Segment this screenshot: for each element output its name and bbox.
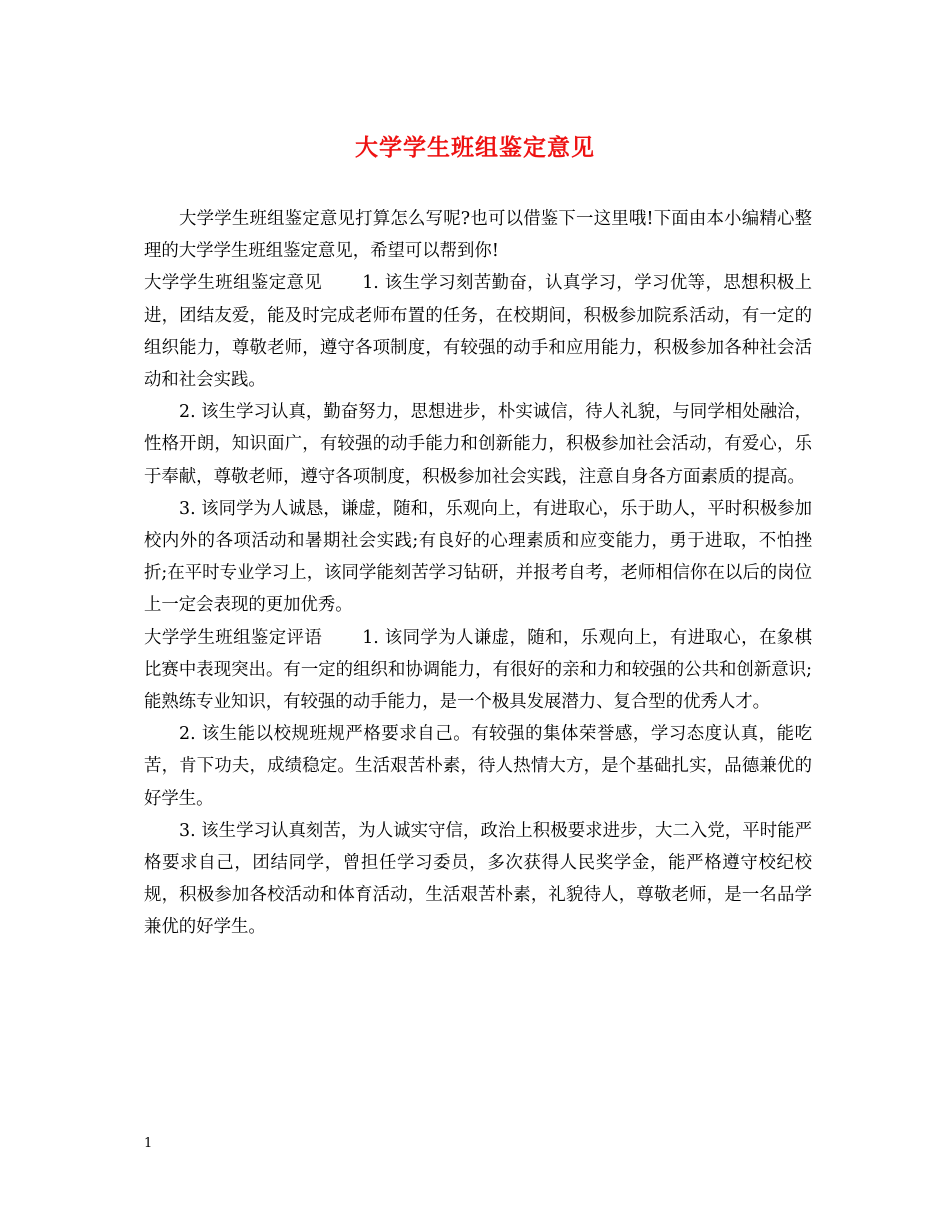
section1-heading: 大学学生班组鉴定意见 xyxy=(144,273,323,294)
section2-heading: 大学学生班组鉴定评语 xyxy=(144,627,323,648)
section1-item-1: 1. 该生学习刻苦勤奋，认真学习，学习优等，思想积极上进，团结友爱，能及时完成老师布置的任务，在校期间，积极参加院系活动，有一定的组织能力，尊敬老师，遵守各项制度，有较强的动手和应用能力，积极参加各种社会活动和社会实践。 xyxy=(144,273,812,391)
document-title: 大学学生班组鉴定意见 xyxy=(355,134,595,161)
section1-item-3: 3. 该同学为人诚恳，谦虚，随和，乐观向上，有进取心，乐于助人，平时积极参加校内外的各项活动和暑期社会实践;有良好的心理素质和应变能力，勇于进取，不怕挫折;在平时专业学习上，该同学能刻苦学习钻研，并报考自考，老师相信你在以后的岗位上一定会表现的更加优秀。 xyxy=(144,498,812,616)
section2-first-paragraph xyxy=(144,622,812,719)
section1-item-2: 2. 该生学习认真，勤奋努力，思想进步，朴实诚信，待人礼貌，与同学相处融洽，性格开朗，知识面广，有较强的动手能力和创新能力，积极参加社会活动，有爱心，乐于奉献，尊敬老师，遵守各项制度，积极参加社会实践，注意自身各方面素质的提高。 xyxy=(144,402,812,487)
document-body xyxy=(144,203,812,944)
section2-item-2: 2. 该生能以校规班规严格要求自己。有较强的集体荣誉感，学习态度认真，能吃苦，肯下功夫，成绩稳定。生活艰苦朴素，待人热情大方，是个基础扎实，品德兼优的好学生。 xyxy=(144,724,812,809)
page-number: 1 xyxy=(144,1136,153,1151)
section2-item-3: 3. 该生学习认真刻苦，为人诚实守信，政治上积极要求进步，大二入党，平时能严格要求自己，团结同学，曾担任学习委员，多次获得人民奖学金，能严格遵守校纪校规，积极参加各校活动和体育活动，生活艰苦朴素，礼貌待人，尊敬老师，是一名品学兼优的好学生。 xyxy=(144,820,812,938)
section2-item-1: 1. 该同学为人谦虚，随和，乐观向上，有进取心，在象棋比赛中表现突出。有一定的组织和协调能力，有很好的亲和力和较强的公共和创新意识;能熟练专业知识，有较强的动手能力，是一个极具发展潜力、复合型的优秀人才。 xyxy=(144,627,812,713)
intro-paragraph: 大学学生班组鉴定意见打算怎么写呢?也可以借鉴下一这里哦!下面由本小编精心整理的大学学生班组鉴定意见，希望可以帮到你! xyxy=(144,209,812,262)
section1-first-paragraph xyxy=(144,267,812,396)
